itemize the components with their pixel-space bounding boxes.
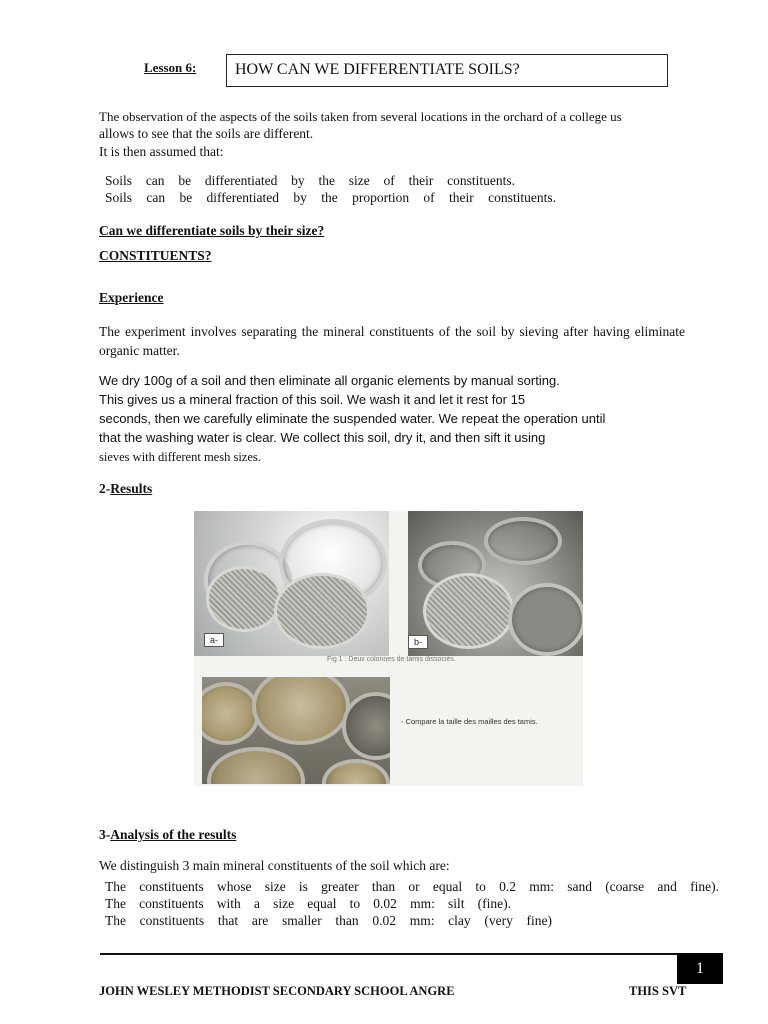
- analysis-heading: [99, 827, 236, 843]
- analysis-item-3: The constituents that are smaller than 0.02 mm: clay (very fine): [105, 913, 552, 928]
- photo-sieve-column-b: [408, 511, 583, 656]
- experience-line-1: We dry 100g of a soil and then eliminate all organic elements by manual sorting.: [99, 373, 560, 388]
- results-heading: [99, 481, 152, 497]
- figure-note: - Compare la taille des mailles des tamis.: [401, 717, 538, 726]
- experience-line-3: seconds, then we carefully eliminate the suspended water. We repeat the operation until: [99, 411, 606, 426]
- figure-caption: Fig 1 : Deux colonnes de tamis dissociés.: [327, 656, 456, 663]
- intro-line-3: It is then assumed that:: [99, 144, 224, 159]
- results-title: Results: [110, 481, 153, 496]
- experience-paragraph: The experiment involves separating the mineral constituents of the soil by sieving after having eliminate organic matter.: [99, 324, 685, 358]
- footer-divider: [100, 953, 723, 955]
- results-number: 2-: [99, 481, 111, 496]
- experience-line-2: This gives us a mineral fraction of this soil. We wash it and let it rest for 15: [99, 392, 526, 407]
- experience-line-4: that the washing water is clear. We collect this soil, dry it, and then sift it using: [99, 430, 546, 445]
- photo-sieved-soils: [202, 677, 390, 784]
- question-line-1: Can we differentiate soils by their size?: [99, 223, 325, 238]
- hypothesis-1: Soils can be differentiated by the size of their constituents.: [105, 173, 515, 188]
- hypothesis-2: Soils can be differentiated by the proportion of their constituents.: [105, 190, 556, 205]
- footer-subject: THIS SVT: [629, 984, 687, 998]
- question-line-2: CONSTITUENTS?: [99, 248, 212, 263]
- analysis-item-1: The constituents whose size is greater than or equal to 0.2 mm: sand (coarse and fine).: [105, 879, 719, 894]
- tag-a: a-: [204, 633, 224, 647]
- sieves-figure: [194, 511, 583, 786]
- intro-line-2: allows to see that the soils are different.: [99, 126, 314, 141]
- tag-b: b-: [408, 635, 428, 649]
- lesson-title: HOW CAN WE DIFFERENTIATE SOILS?: [226, 54, 668, 87]
- experience-heading: Experience: [99, 290, 164, 305]
- analysis-number: 3-: [99, 827, 111, 842]
- photo-sieve-column-a: [194, 511, 389, 656]
- footer-school: JOHN WESLEY METHODIST SECONDARY SCHOOL ANGRE: [99, 984, 455, 998]
- lesson-label: Lesson 6:: [144, 60, 197, 75]
- analysis-title: Analysis of the results: [110, 827, 237, 842]
- question-heading: [99, 223, 580, 239]
- analysis-intro: We distinguish 3 main mineral constituents of the soil which are:: [99, 858, 450, 873]
- analysis-item-2: The constituents with a size equal to 0.02 mm: silt (fine).: [105, 896, 511, 911]
- experience-line-5: sieves with different mesh sizes.: [99, 450, 261, 464]
- page-number: 1: [677, 953, 723, 984]
- intro-line-1: The observation of the aspects of the soils taken from several locations in the orchard of a college us: [99, 109, 622, 124]
